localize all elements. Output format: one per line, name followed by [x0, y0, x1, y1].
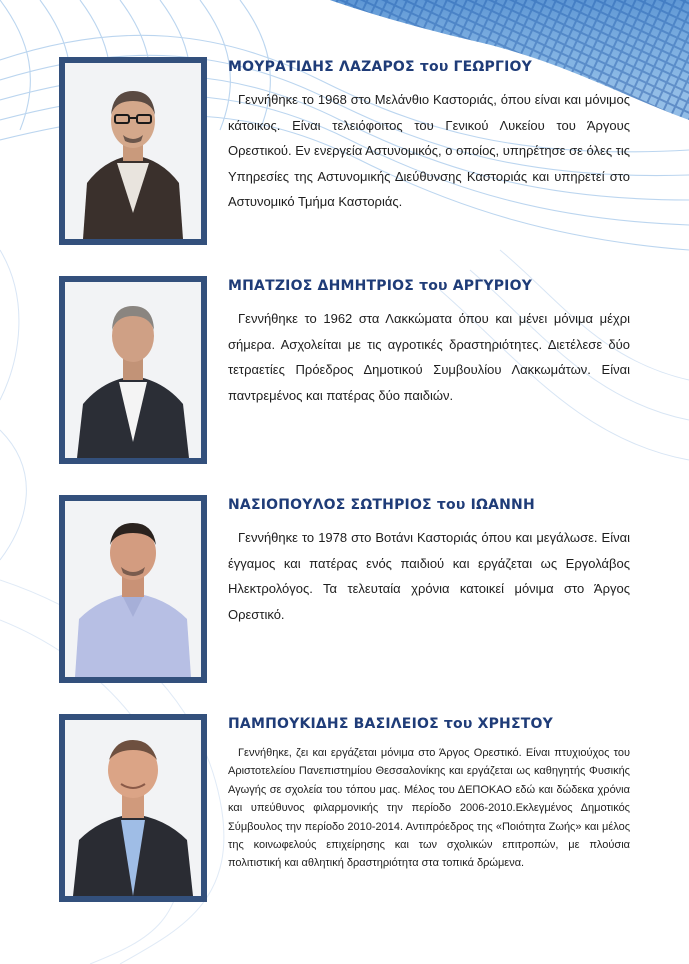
portrait-photo	[65, 501, 201, 677]
person-entry	[0, 714, 689, 904]
person-entry	[0, 57, 689, 247]
person-bio: Γεννήθηκε το 1968 στο Μελάνθιο Καστοριάς, όπου είναι και μόνιμος κάτοικος. Είναι τελειόφοιτος του Γενικού Λυκείου του Άργους Ορεστικού. Εν ενεργεία Αστυνομικός, ο οποίος, υπηρέτησε σε όλες τις Υπηρεσίες της Αστυνομικής Διεύθυνσης Καστοριάς και υπηρετεί στο Αστυνομικό Τμήμα Καστοριάς.	[228, 92, 630, 209]
person-name: ΠΑΜΠΟΥΚΙΔΗΣ ΒΑΣΙΛΕΙΟΣ του ΧΡΗΣΤΟΥ	[228, 716, 553, 732]
portrait-photo	[65, 282, 201, 458]
person-bio: Γεννήθηκε το 1962 στα Λακκώματα όπου και μένει μόνιμα μέχρι σήμερα. Ασχολείται με τις αγροτικές δραστηριότητες. Διετέλεσε δύο τετραετίες Πρόεδρος Δημοτικού Συμβουλίου Λακκωμάτων. Είναι παντρεμένος και πατέρας δύο παιδιών.	[228, 311, 630, 403]
person-entry	[0, 495, 689, 685]
person-name: ΝΑΣΙΟΠΟΥΛΟΣ ΣΩΤΗΡΙΟΣ του ΙΩΑΝΝΗ	[228, 497, 535, 513]
portrait-frame	[59, 276, 207, 464]
person-name: ΜΠΑΤΖΙΟΣ ΔΗΜΗΤΡΙΟΣ του ΑΡΓΥΡΙΟΥ	[228, 278, 533, 294]
person-entry	[0, 276, 689, 466]
portrait-photo	[65, 720, 201, 896]
portrait-frame	[59, 495, 207, 683]
portrait-photo	[65, 63, 201, 239]
person-name: ΜΟΥΡΑΤΙΔΗΣ ΛΑΖΑΡΟΣ του ΓΕΩΡΓΙΟΥ	[228, 59, 532, 75]
person-bio: Γεννήθηκε το 1978 στο Βοτάνι Καστοριάς όπου και μεγάλωσε. Είναι έγγαμος και πατέρας ενός παιδιού και εργάζεται ως Εργολάβος Ηλεκτρολόγος. Τα τελευταία χρόνια κατοικεί μόνιμα στο Άργος Ορεστικό.	[228, 530, 630, 622]
portrait-frame	[59, 714, 207, 902]
portrait-frame	[59, 57, 207, 245]
person-bio: Γεννήθηκε, ζει και εργάζεται μόνιμα στο Άργος Ορεστικό. Είναι πτυχιούχος του Αριστοτελείου Πανεπιστημίου Θεσσαλονίκης και εργάζεται ως καθηγητής Φυσικής Αγωγής σε σχολεία του τόπου μας. Μέλος του ΔΕΠΟΚΑΟ εδώ και δώδεκα χρόνια και υπεύθυνος φιλαρμονικής την περίοδο 2006-2010.Εκλεγμένος Δημοτικός Σύμβουλος την περίοδο 2010-2014. Αντιπρόεδρος της «Ποιότητα Ζωής» και μέλος της κοινωφελούς επιχείρησης και των σχολικών επιτροπών, με πλούσια πολιτιστική και αθλητική δραστηριότητα στα τοπικά δρώμενα.	[228, 747, 630, 870]
